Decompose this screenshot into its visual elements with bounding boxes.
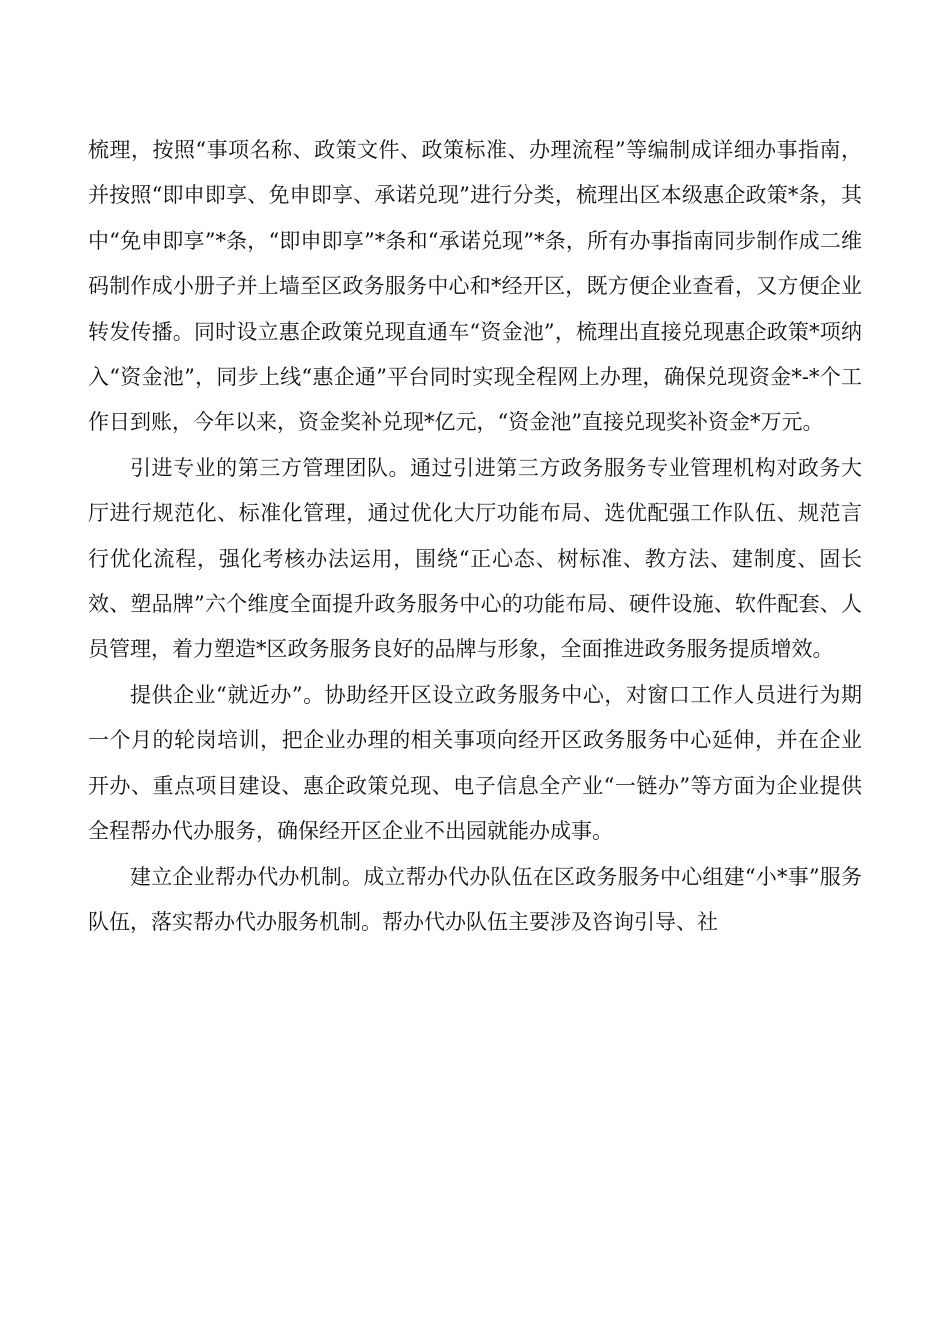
paragraph-nearby-service: 提供企业“就近办”。协助经开区设立政务服务中心，对窗口工作人员进行为期一个月的轮岗培训，把企业办理的相关事项向经开区政务服务中心延伸，并在企业开办、重点项目建设、惠企政策兑现、电子信息全产业“一链办”等方面为企业提供全程帮办代办服务，确保经开区企业不出园就能办成事。 — [88, 682, 862, 844]
paragraph-assisted-service: 建立企业帮办代办机制。成立帮办代办队伍在区政务服务中心组建“小*事”服务队伍，落实帮办代办服务机制。帮办代办队伍主要涉及咨询引导、社 — [88, 864, 862, 934]
document-body — [88, 128, 862, 945]
paragraph-policy-guide: 梳理，按照“事项名称、政策文件、政策标准、办理流程”等编制成详细办事指南，并按照“即申即享、免申即享、承诺兑现”进行分类，梳理出区本级惠企政策*条，其中“免申即享”*条，“即申即享”*条和“承诺兑现”*条，所有办事指南同步制作成二维码制作成小册子并上墙至区政务服务中心和*经开区，既方便企业查看，又方便企业转发传播。同时设立惠企政策兑现直通车“资金池”，梳理出直接兑现惠企政策*项纳入“资金池”，同步上线“惠企通”平台同时实现全程网上办理，确保兑现资金*-*个工作日到账，今年以来，资金奖补兑现*亿元，“资金池”直接兑现奖补资金*万元。 — [88, 138, 862, 435]
paragraph-third-party-management: 引进专业的第三方管理团队。通过引进第三方政务服务专业管理机构对政务大厅进行规范化、标准化管理，通过优化大厅功能布局、选优配强工作队伍、规范言行优化流程，强化考核办法运用，围绕“正心态、树标准、教方法、建制度、固长效、塑品牌”六个维度全面提升政务服务中心的功能布局、硬件设施、软件配套、人员管理，着力塑造*区政务服务良好的品牌与形象，全面推进政务服务提质增效。 — [88, 455, 862, 662]
